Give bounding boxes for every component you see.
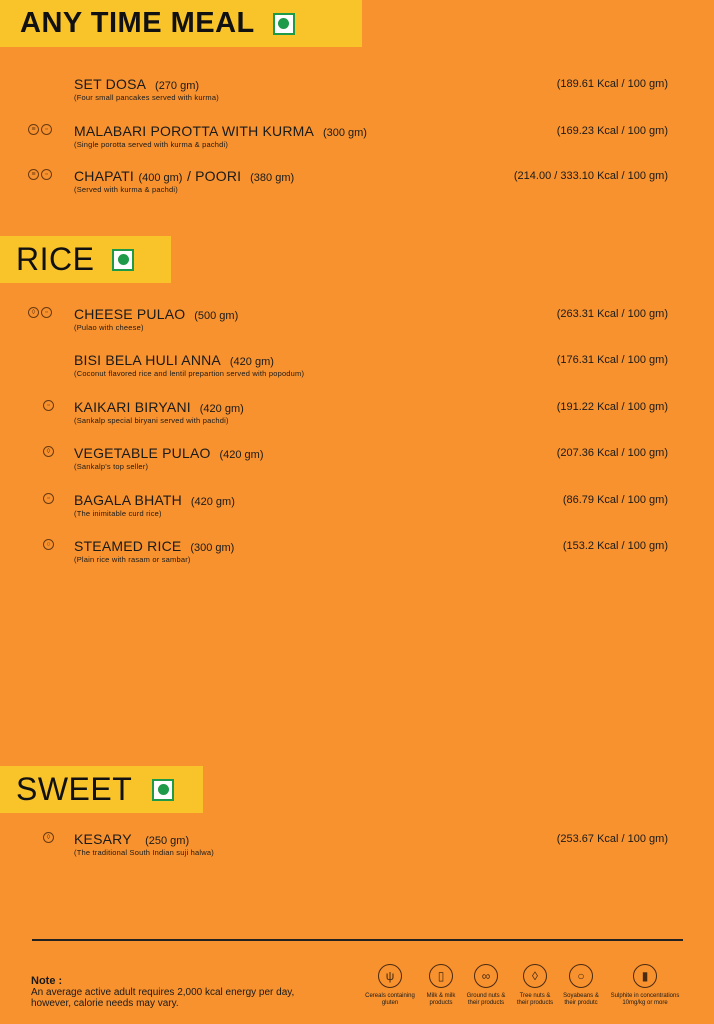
item-qty: (400 gm): [138, 172, 183, 184]
legend-label: Cereals containing gluten: [365, 993, 415, 1006]
milk-icon: ▫: [43, 493, 54, 504]
menu-item: [0, 354, 714, 388]
legend-label: Tree nuts & their products: [516, 993, 554, 1006]
item-qty: (420 gm): [229, 356, 274, 368]
milk-icon: ▯: [429, 964, 453, 988]
tree-nut-icon: ◊: [28, 307, 39, 318]
item-description: (Pulao with cheese): [74, 323, 144, 332]
item-qty-alt: (380 gm): [250, 172, 295, 184]
legend-label: Ground nuts & their products: [466, 993, 506, 1006]
item-name: STEAMED RICE: [74, 538, 182, 554]
item-name: BAGALA BHATH: [74, 492, 182, 508]
legend-item-groundnuts: [461, 964, 511, 1007]
veg-symbol-icon: [112, 249, 134, 271]
item-qty: (500 gm): [194, 310, 239, 322]
nutrition-note: [31, 976, 361, 1009]
item-description: (Served with kurma & pachdi): [74, 185, 178, 194]
item-name: BISI BELA HULI ANNA: [74, 352, 221, 368]
item-description: (Single porotta served with kurma & pachdi): [74, 140, 229, 149]
groundnut-icon: ∞: [474, 964, 498, 988]
item-kcal: (176.31 Kcal / 100 gm): [556, 354, 668, 366]
footer-divider: [32, 939, 683, 941]
item-name: VEGETABLE PULAO: [74, 445, 211, 461]
item-name: CHEESE PULAO: [74, 306, 186, 322]
cereal-gluten-icon: ≡: [28, 169, 39, 180]
item-qty: (270 gm): [155, 80, 200, 92]
item-qty: (300 gm): [322, 127, 367, 139]
menu-item: [0, 833, 714, 867]
milk-icon: ▫: [41, 124, 52, 135]
section-title: SWEET: [16, 771, 133, 807]
legend-item-cereals: [360, 964, 420, 1007]
item-kcal: (263.31 Kcal / 100 gm): [556, 308, 668, 320]
item-name: KESARY: [74, 831, 132, 847]
item-qty: (300 gm): [190, 542, 235, 554]
cereal-gluten-icon: ≡: [28, 124, 39, 135]
item-name-alt: / POORI: [186, 168, 242, 184]
milk-icon: ▫: [41, 169, 52, 180]
item-description: (Four small pancakes served with kurma): [74, 93, 219, 102]
legend-label: Milk & milk products: [426, 993, 456, 1006]
tree-nut-icon: ◊: [523, 964, 547, 988]
item-description: (Sankalp special biryani served with pachdi): [74, 416, 229, 425]
tree-nut-icon: ◊: [43, 832, 54, 843]
item-description: (Sankalp's top seller): [74, 462, 149, 471]
item-qty: (250 gm): [145, 835, 190, 847]
veg-symbol-icon: [273, 13, 295, 35]
item-kcal: (214.00 / 333.10 Kcal / 100 gm): [513, 170, 668, 182]
item-qty: (420 gm): [219, 449, 264, 461]
legend-label: Sulphite in concentrations 10mg/kg or more: [610, 993, 680, 1006]
item-description: (Coconut flavored rice and lentil prepartion served with popodum): [74, 369, 305, 378]
note-title: Note :: [31, 975, 63, 987]
legend-item-treenuts: [512, 964, 558, 1007]
item-description: (The inimitable curd rice): [74, 509, 162, 518]
menu-item: [0, 78, 714, 112]
section-title: RICE: [16, 241, 95, 277]
item-kcal: (189.61 Kcal / 100 gm): [556, 78, 668, 90]
item-kcal: (253.67 Kcal / 100 gm): [556, 833, 668, 845]
section-title: ANY TIME MEAL: [20, 7, 255, 39]
soybean-icon: ○: [43, 539, 54, 550]
menu-item: [0, 170, 714, 204]
sulphite-icon: ▮: [633, 964, 657, 988]
milk-icon: ▫: [43, 400, 54, 411]
item-kcal: (191.22 Kcal / 100 gm): [556, 401, 668, 413]
item-name: CHAPATI: [74, 168, 134, 184]
section-header-rice: [0, 236, 171, 283]
item-name: SET DOSA: [74, 76, 147, 92]
item-description: (Plain rice with rasam or sambar): [74, 555, 191, 564]
menu-item: [0, 494, 714, 528]
legend-label: Soyabeans & their produtc: [563, 993, 599, 1006]
item-kcal: (153.2 Kcal / 100 gm): [562, 540, 668, 552]
menu-item: [0, 540, 714, 574]
legend-item-soybeans: [558, 964, 604, 1007]
item-qty: (420 gm): [199, 403, 244, 415]
section-header-sweet: [0, 766, 203, 813]
note-line: An average active adult requires 2,000 kcal energy per day,: [31, 987, 295, 998]
section-header-any-time-meal: [0, 0, 362, 47]
item-kcal: (207.36 Kcal / 100 gm): [556, 447, 668, 459]
tree-nut-icon: ◊: [43, 446, 54, 457]
legend-item-milk: [421, 964, 461, 1007]
veg-symbol-icon: [152, 779, 174, 801]
item-name: MALABARI POROTTA WITH KURMA: [74, 123, 315, 139]
note-line: however, calorie needs may vary.: [31, 998, 179, 1009]
item-description: (The traditional South Indian suji halwa): [74, 848, 214, 857]
cereal-gluten-icon: ψ: [378, 964, 402, 988]
menu-item: [0, 125, 714, 159]
menu-item: [0, 401, 714, 435]
item-kcal: (86.79 Kcal / 100 gm): [562, 494, 668, 506]
menu-item: [0, 447, 714, 481]
soybean-icon: ○: [569, 964, 593, 988]
item-kcal: (169.23 Kcal / 100 gm): [556, 125, 668, 137]
item-qty: (420 gm): [190, 496, 235, 508]
item-name: KAIKARI BIRYANI: [74, 399, 191, 415]
milk-icon: ▫: [41, 307, 52, 318]
legend-item-sulphite: [604, 964, 686, 1007]
menu-item: [0, 308, 714, 342]
